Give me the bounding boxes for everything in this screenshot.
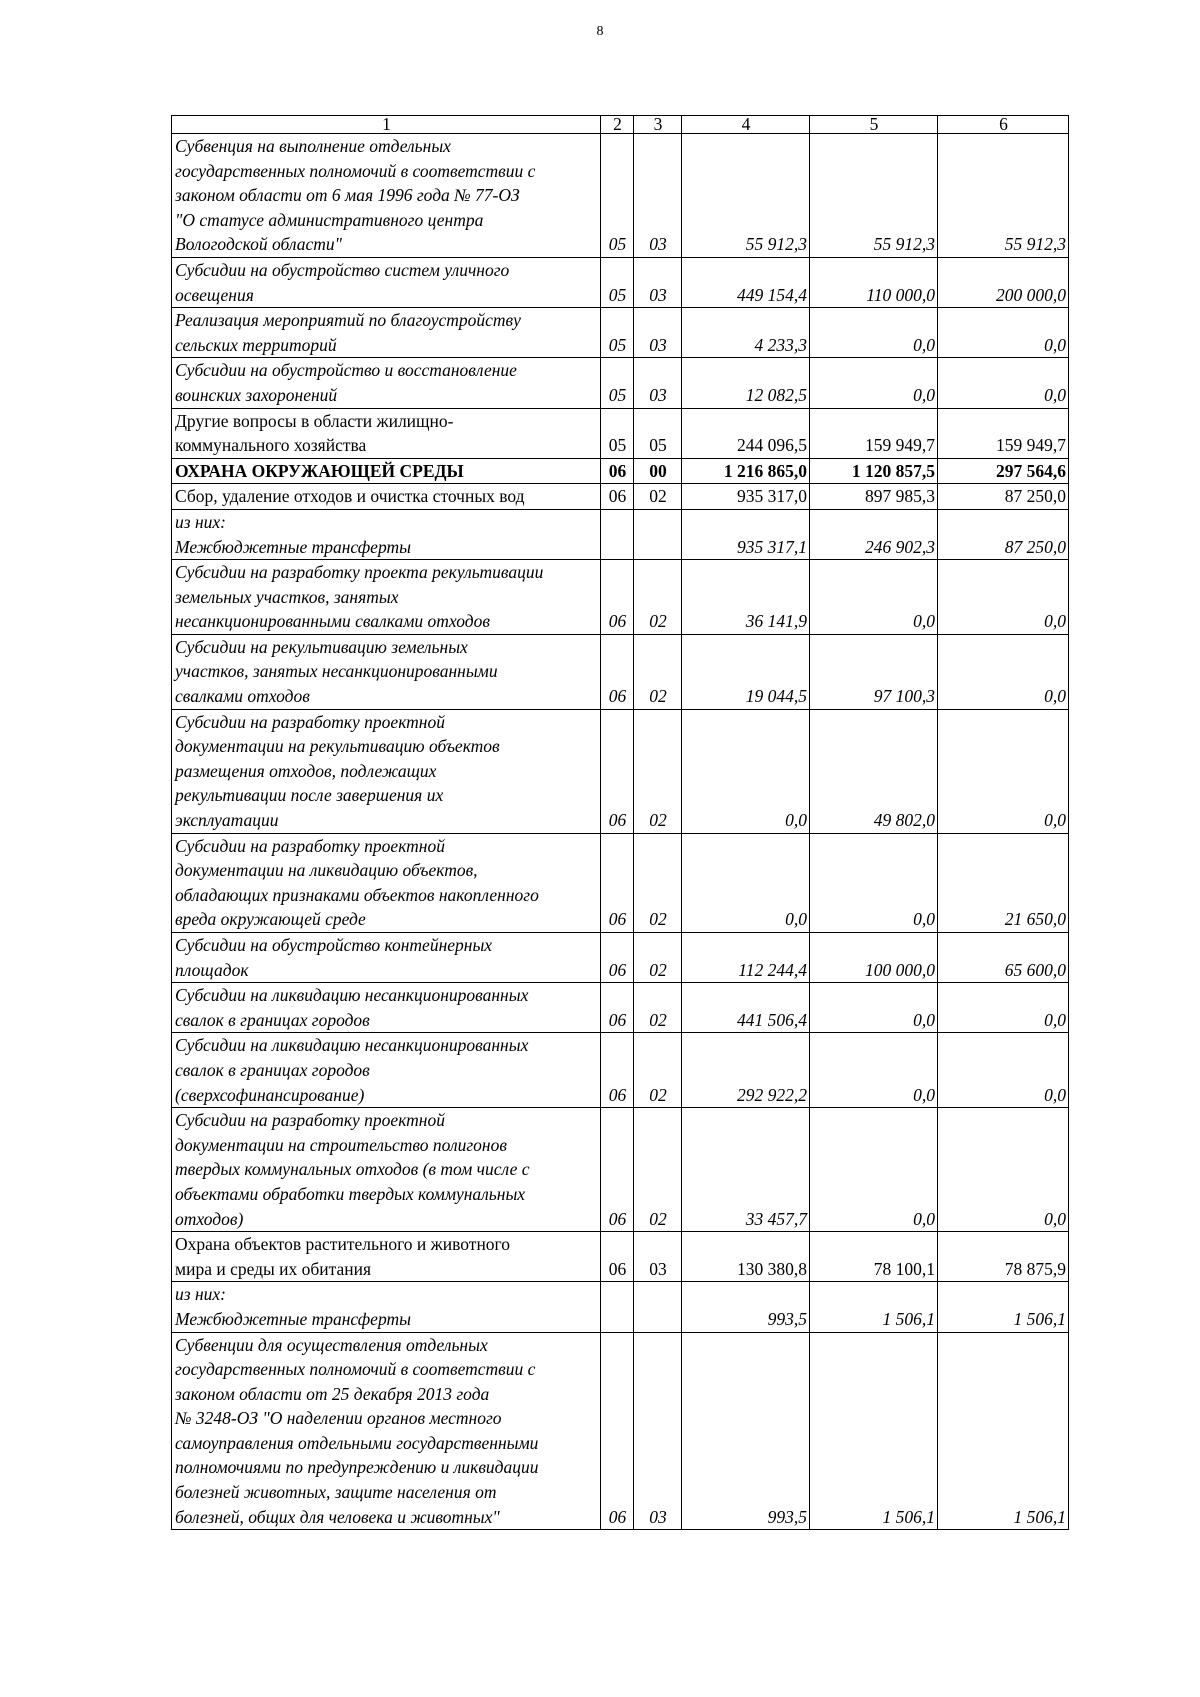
amount-col6-cell: 0,0 [938,709,1069,833]
amount-col4-cell: 19 044,5 [682,634,810,709]
section-code-cell: 06 [601,1232,634,1282]
section-code-cell: 05 [601,257,634,307]
table-header-row [172,116,1069,134]
section-code-cell: 06 [601,833,634,932]
amount-col6-cell: 0,0 [938,1033,1069,1108]
amount-col6-cell: 0,0 [938,983,1069,1033]
row-name-cell: Субсидии на разработку проектной документации на рекультивацию объектов размещения отходов, подлежащих рекультивации после завершения их эксплуатации [172,709,601,833]
row-name-cell: Субсидии на обустройство и восстановление воинских захоронений [172,358,601,408]
section-code-cell: 05 [601,408,634,458]
amount-col4-cell: 935 317,1 [682,509,810,559]
subsection-code-cell: 03 [634,1332,682,1530]
amount-col5-cell: 1 120 857,5 [810,458,938,484]
row-name-cell: Субсидии на рекультивацию земельных участков, занятых несанкционированными свалками отходов [172,634,601,709]
column-header: 1 [172,116,601,134]
row-name-cell: Охрана объектов растительного и животного мира и среды их обитания [172,1232,601,1282]
table-row [172,983,1069,1033]
amount-col5-cell: 97 100,3 [810,634,938,709]
row-name-cell: Субсидии на разработку проектной документации на строительство полигонов твердых коммунальных отходов (в том числе с объектами обработки твердых коммунальных отходов) [172,1108,601,1232]
amount-col4-cell: 0,0 [682,709,810,833]
row-name-cell: Субсидии на обустройство контейнерных площадок [172,933,601,983]
amount-col5-cell: 0,0 [810,308,938,358]
page-number: 8 [596,24,604,39]
subsection-code-cell: 03 [634,257,682,307]
amount-col4-cell: 4 233,3 [682,308,810,358]
subsection-code-cell: 02 [634,484,682,510]
amount-col5-cell: 100 000,0 [810,933,938,983]
amount-col4-cell: 993,5 [682,1332,810,1530]
amount-col5-cell: 0,0 [810,983,938,1033]
section-code-cell [601,509,634,559]
table-row [172,1108,1069,1232]
column-header: 2 [601,116,634,134]
table-row [172,484,1069,510]
amount-col6-cell: 0,0 [938,358,1069,408]
table-row [172,458,1069,484]
row-name-cell: из них: Межбюджетные трансферты [172,509,601,559]
amount-col6-cell: 0,0 [938,634,1069,709]
subsection-code-cell: 02 [634,1033,682,1108]
amount-col5-cell: 246 902,3 [810,509,938,559]
amount-col6-cell: 78 875,9 [938,1232,1069,1282]
section-code-cell: 06 [601,1108,634,1232]
row-name-cell: ОХРАНА ОКРУЖАЮЩЕЙ СРЕДЫ [172,458,601,484]
amount-col5-cell: 0,0 [810,560,938,635]
amount-col5-cell: 1 506,1 [810,1282,938,1332]
subsection-code-cell: 03 [634,308,682,358]
section-code-cell: 06 [601,983,634,1033]
table-row [172,833,1069,932]
table-row [172,358,1069,408]
section-code-cell: 06 [601,709,634,833]
table-row [172,1332,1069,1530]
row-name-cell: Реализация мероприятий по благоустройству сельских территорий [172,308,601,358]
amount-col6-cell: 65 600,0 [938,933,1069,983]
subsection-code-cell: 03 [634,1232,682,1282]
section-code-cell: 06 [601,484,634,510]
row-name-cell: Субсидии на разработку проекта рекультивации земельных участков, занятых несанкционированными свалками отходов [172,560,601,635]
subsection-code-cell: 02 [634,709,682,833]
amount-col4-cell: 12 082,5 [682,358,810,408]
column-header: 3 [634,116,682,134]
subsection-code-cell [634,1282,682,1332]
amount-col6-cell: 55 912,3 [938,134,1069,258]
amount-col6-cell: 1 506,1 [938,1282,1069,1332]
subsection-code-cell [634,509,682,559]
amount-col4-cell: 993,5 [682,1282,810,1332]
subsection-code-cell: 02 [634,933,682,983]
column-header: 6 [938,116,1069,134]
row-name-cell: Субсидии на разработку проектной документации на ликвидацию объектов, обладающих признаками объектов накопленного вреда окружающей среде [172,833,601,932]
table-row [172,308,1069,358]
amount-col6-cell: 200 000,0 [938,257,1069,307]
table-row [172,1282,1069,1332]
amount-col5-cell: 0,0 [810,1033,938,1108]
row-name-cell: Сбор, удаление отходов и очистка сточных вод [172,484,601,510]
amount-col4-cell: 0,0 [682,833,810,932]
amount-col5-cell: 0,0 [810,358,938,408]
table-row [172,1232,1069,1282]
amount-col5-cell: 110 000,0 [810,257,938,307]
amount-col4-cell: 33 457,7 [682,1108,810,1232]
amount-col4-cell: 112 244,4 [682,933,810,983]
amount-col6-cell: 87 250,0 [938,509,1069,559]
table-row [172,509,1069,559]
amount-col4-cell: 292 922,2 [682,1033,810,1108]
table-row [172,933,1069,983]
column-header: 4 [682,116,810,134]
amount-col6-cell: 1 506,1 [938,1332,1069,1530]
row-name-cell: Субвенции для осуществления отдельных государственных полномочий в соответствии с законом области от 25 декабря 2013 года № 3248-ОЗ "О наделении органов местного самоуправления отдельными государственными полномочиями по предупреждению и ликвидации болезней животных, защите населения от болезней, общих для человека и животных" [172,1332,601,1530]
subsection-code-cell: 02 [634,983,682,1033]
section-code-cell [601,1282,634,1332]
section-code-cell: 06 [601,560,634,635]
amount-col5-cell: 78 100,1 [810,1232,938,1282]
table-row [172,257,1069,307]
section-code-cell: 06 [601,933,634,983]
table-row [172,408,1069,458]
table-row [172,709,1069,833]
section-code-cell: 05 [601,308,634,358]
subsection-code-cell: 02 [634,634,682,709]
amount-col4-cell: 55 912,3 [682,134,810,258]
section-code-cell: 06 [601,634,634,709]
table-row [172,1033,1069,1108]
amount-col6-cell: 87 250,0 [938,484,1069,510]
subsection-code-cell: 03 [634,134,682,258]
amount-col5-cell: 897 985,3 [810,484,938,510]
subsection-code-cell: 02 [634,1108,682,1232]
amount-col5-cell: 55 912,3 [810,134,938,258]
subsection-code-cell: 00 [634,458,682,484]
table-row [172,634,1069,709]
subsection-code-cell: 02 [634,560,682,635]
table-row [172,560,1069,635]
amount-col4-cell: 36 141,9 [682,560,810,635]
amount-col6-cell: 159 949,7 [938,408,1069,458]
row-name-cell: Субсидии на ликвидацию несанкционированных свалок в границах городов [172,983,601,1033]
amount-col6-cell: 297 564,6 [938,458,1069,484]
row-name-cell: Другие вопросы в области жилищно- коммунального хозяйства [172,408,601,458]
row-name-cell: Субвенция на выполнение отдельных государственных полномочий в соответствии с законом области от 6 мая 1996 года № 77-ОЗ "О статусе административного центра Вологодской области" [172,134,601,258]
subsection-code-cell: 05 [634,408,682,458]
amount-col5-cell: 1 506,1 [810,1332,938,1530]
row-name-cell: из них: Межбюджетные трансферты [172,1282,601,1332]
amount-col4-cell: 1 216 865,0 [682,458,810,484]
table-row [172,134,1069,258]
amount-col5-cell: 0,0 [810,833,938,932]
section-code-cell: 06 [601,1033,634,1108]
column-header: 5 [810,116,938,134]
subsection-code-cell: 02 [634,833,682,932]
row-name-cell: Субсидии на ликвидацию несанкционированных свалок в границах городов (сверхсофинансирование) [172,1033,601,1108]
amount-col5-cell: 159 949,7 [810,408,938,458]
amount-col6-cell: 0,0 [938,308,1069,358]
amount-col4-cell: 449 154,4 [682,257,810,307]
subsection-code-cell: 03 [634,358,682,408]
amount-col6-cell: 0,0 [938,560,1069,635]
section-code-cell: 06 [601,458,634,484]
section-code-cell: 05 [601,134,634,258]
amount-col4-cell: 441 506,4 [682,983,810,1033]
budget-table [171,115,1069,1530]
amount-col5-cell: 49 802,0 [810,709,938,833]
section-code-cell: 06 [601,1332,634,1530]
amount-col6-cell: 0,0 [938,1108,1069,1232]
amount-col4-cell: 130 380,8 [682,1232,810,1282]
row-name-cell: Субсидии на обустройство систем уличного освещения [172,257,601,307]
amount-col4-cell: 244 096,5 [682,408,810,458]
amount-col4-cell: 935 317,0 [682,484,810,510]
section-code-cell: 05 [601,358,634,408]
amount-col5-cell: 0,0 [810,1108,938,1232]
amount-col6-cell: 21 650,0 [938,833,1069,932]
